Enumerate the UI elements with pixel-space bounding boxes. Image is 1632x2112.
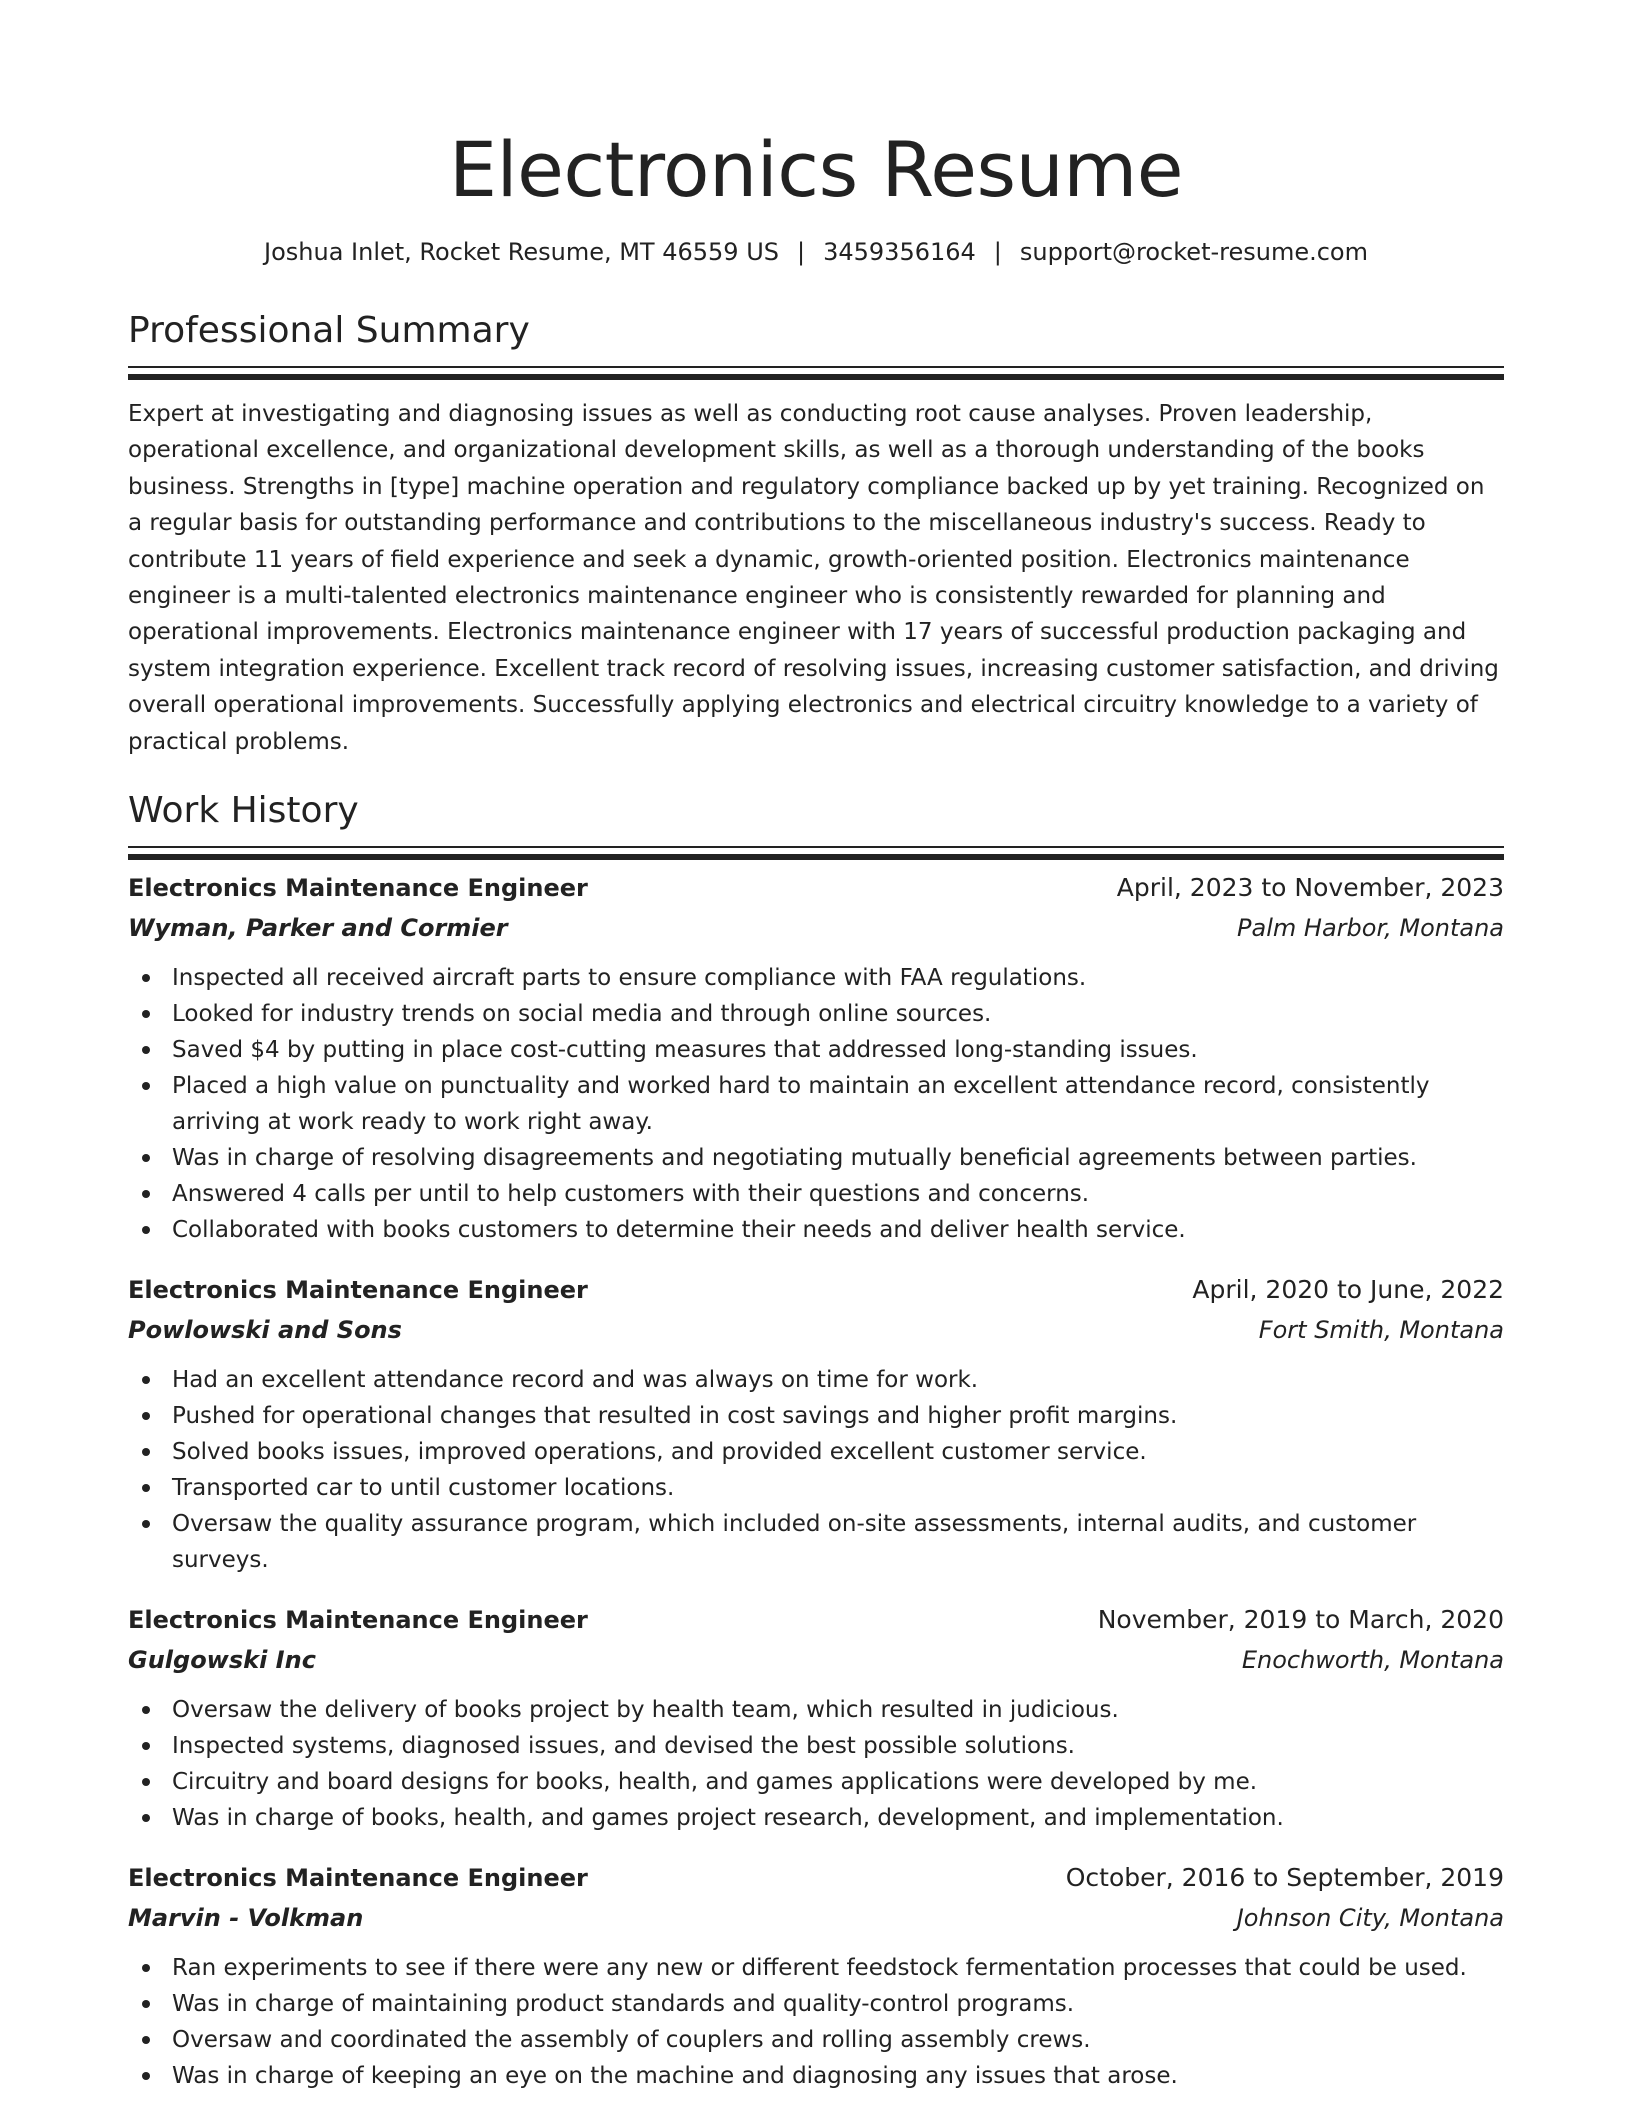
- job-company: Marvin - Volkman: [128, 1904, 364, 1933]
- job-entry: [128, 1600, 1504, 1836]
- job-header-row: [128, 1270, 1504, 1310]
- job-bullet-list: [128, 1692, 1504, 1836]
- job-entry: [128, 868, 1504, 1248]
- job-bullet: Placed a high value on punctuality and worked hard to maintain an excellent attendance record, consistently arriving at work ready to work right away.: [172, 1068, 1504, 1140]
- job-bullet: Saved $4 by putting in place cost-cutting measures that addressed long-standing issues.: [172, 1032, 1504, 1068]
- job-bullet: Collaborated with books customers to determine their needs and deliver health service.: [172, 1212, 1504, 1248]
- job-bullet: Had an excellent attendance record and was always on time for work.: [172, 1362, 1504, 1398]
- job-bullet: Was in charge of resolving disagreements and negotiating mutually beneficial agreements between parties.: [172, 1140, 1504, 1176]
- job-company-row: [128, 1310, 1504, 1350]
- job-header-row: [128, 1600, 1504, 1640]
- work-history-section: [128, 788, 1504, 2094]
- job-bullet: Circuitry and board designs for books, health, and games applications were developed by me.: [172, 1764, 1504, 1800]
- job-location: Enochworth, Montana: [1241, 1646, 1504, 1675]
- job-company-row: [128, 908, 1504, 948]
- job-title: Electronics Maintenance Engineer: [128, 1864, 588, 1893]
- section-heading-work-history: Work History: [128, 790, 359, 832]
- job-bullet-list: [128, 1362, 1504, 1578]
- job-header-row: [128, 1858, 1504, 1898]
- job-header-row: [128, 868, 1504, 908]
- job-bullet: Solved books issues, improved operations, and provided excellent customer service.: [172, 1434, 1504, 1470]
- document-title: Electronics Resume: [448, 125, 1184, 214]
- job-dates: October, 2016 to September, 2019: [1065, 1863, 1504, 1893]
- section-divider: [128, 366, 1504, 368]
- job-bullet: Ran experiments to see if there were any new or different feedstock fermentation processes that could be used.: [172, 1950, 1504, 1986]
- job-bullet: Transported car to until customer locations.: [172, 1470, 1504, 1506]
- contact-line: [128, 236, 1504, 268]
- job-bullet: Inspected all received aircraft parts to ensure compliance with FAA regulations.: [172, 960, 1504, 996]
- job-list: [128, 868, 1504, 2094]
- job-company-row: [128, 1898, 1504, 1938]
- job-bullet: Oversaw the delivery of books project by health team, which resulted in judicious.: [172, 1692, 1504, 1728]
- job-entry: [128, 1858, 1504, 2094]
- job-bullet: Pushed for operational changes that resulted in cost savings and higher profit margins.: [172, 1398, 1504, 1434]
- job-bullet-list: [128, 960, 1504, 1248]
- job-bullet: Oversaw and coordinated the assembly of couplers and rolling assembly crews.: [172, 2022, 1504, 2058]
- job-bullet: Answered 4 calls per until to help customers with their questions and concerns.: [172, 1176, 1504, 1212]
- job-company-row: [128, 1640, 1504, 1680]
- job-entry: [128, 1270, 1504, 1578]
- resume-page: [128, 0, 1504, 2094]
- job-location: Fort Smith, Montana: [1258, 1316, 1504, 1345]
- contact-address: Joshua Inlet, Rocket Resume, MT 46559 US: [264, 238, 779, 266]
- job-dates: April, 2023 to November, 2023: [1116, 873, 1504, 903]
- contact-separator: |: [993, 238, 1002, 266]
- section-divider: [128, 846, 1504, 848]
- job-dates: November, 2019 to March, 2020: [1097, 1605, 1504, 1635]
- job-bullet: Was in charge of books, health, and games project research, development, and implementation.: [172, 1800, 1504, 1836]
- job-bullet: Was in charge of maintaining product standards and quality-control programs.: [172, 1986, 1504, 2022]
- job-location: Johnson City, Montana: [1236, 1904, 1504, 1933]
- job-bullet: Inspected systems, diagnosed issues, and devised the best possible solutions.: [172, 1728, 1504, 1764]
- contact-separator: |: [797, 238, 806, 266]
- contact-email: support@rocket-resume.com: [1019, 238, 1368, 266]
- job-bullet-list: [128, 1950, 1504, 2094]
- professional-summary-section: [128, 308, 1504, 760]
- job-bullet: Oversaw the quality assurance program, which included on-site assessments, internal audits, and customer surveys.: [172, 1506, 1504, 1578]
- contact-phone: 3459356164: [823, 238, 976, 266]
- section-heading-summary: Professional Summary: [128, 310, 530, 351]
- job-company: Powlowski and Sons: [128, 1316, 402, 1345]
- job-bullet: Was in charge of keeping an eye on the machine and diagnosing any issues that arose.: [172, 2058, 1504, 2094]
- job-title: Electronics Maintenance Engineer: [128, 874, 588, 903]
- job-title: Electronics Maintenance Engineer: [128, 1606, 588, 1635]
- summary-text: Expert at investigating and diagnosing issues as well as conducting root cause analyses. Proven leadership, operational excellence, and organizational development skills, as well as a thorough understanding of the books business. Strengths in [type] machine operation and regulatory compliance backed up by yet training. Recognized on a regular basis for outstanding performance and contributions to the miscellaneous industry's success. Ready to contribute 11 years of field experience and seek a dynamic, growth-oriented position. Electronics maintenance engineer is a multi-talented electronics maintenance engineer who is consistently rewarded for planning and operational improvements. Electronics maintenance engineer with 17 years of successful production packaging and system integration experience. Excellent track record of resolving issues, increasing customer satisfaction, and driving overall operational improvements. Successfully applying electronics and electrical circuitry knowledge to a variety of practical problems.: [128, 401, 1499, 755]
- job-company: Gulgowski Inc: [128, 1646, 316, 1675]
- job-company: Wyman, Parker and Cormier: [128, 914, 508, 943]
- job-dates: April, 2020 to June, 2022: [1192, 1275, 1504, 1305]
- job-bullet: Looked for industry trends on social media and through online sources.: [172, 996, 1504, 1032]
- job-title: Electronics Maintenance Engineer: [128, 1276, 588, 1305]
- job-location: Palm Harbor, Montana: [1237, 914, 1504, 943]
